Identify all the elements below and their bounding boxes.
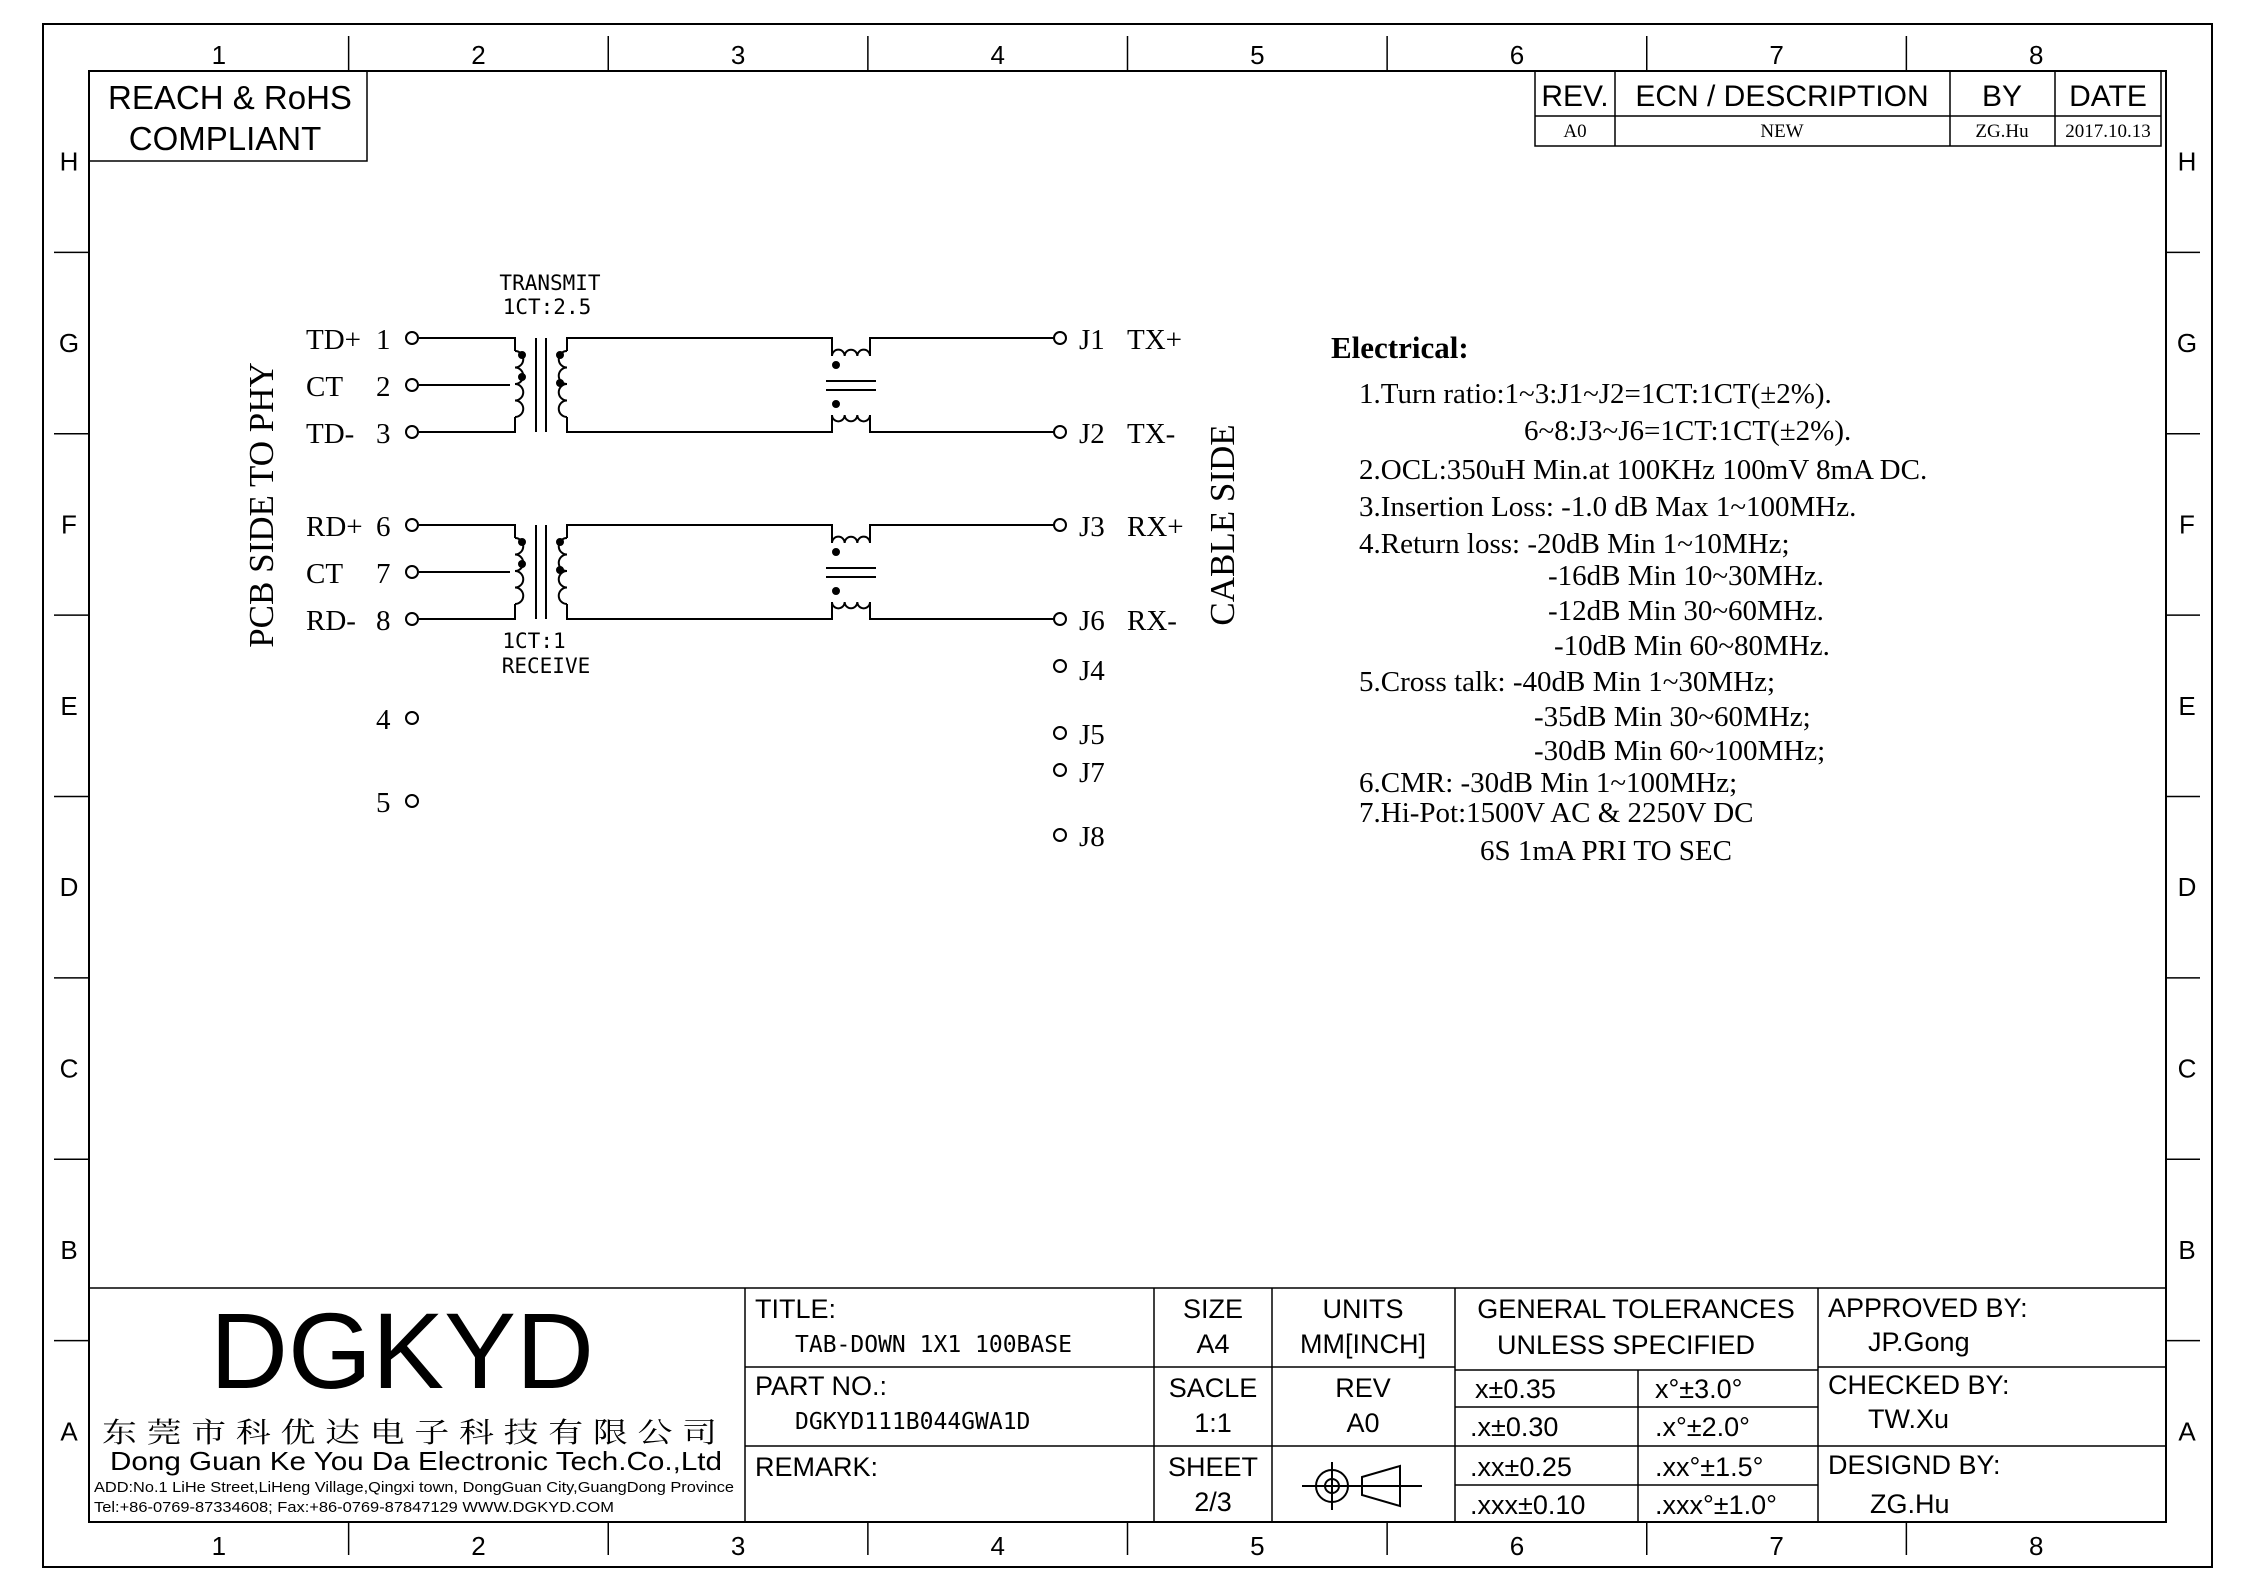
pin-number: 1 bbox=[376, 324, 391, 356]
row-marker: G bbox=[58, 328, 80, 359]
row-marker: C bbox=[59, 1053, 79, 1084]
polarity-dot bbox=[557, 352, 563, 358]
magnetics bbox=[515, 338, 876, 619]
spec-line: 6~8:J3~J6=1CT:1CT(±2%). bbox=[1524, 415, 1852, 447]
jack-pin-name: RX- bbox=[1127, 605, 1177, 637]
scale-value: 1:1 bbox=[1194, 1408, 1232, 1438]
company-address: ADD:No.1 LiHe Street,LiHeng Village,Qingxi town, DongGuan City,GuangDong Province bbox=[94, 1479, 734, 1496]
jack-pin-number: J2 bbox=[1079, 418, 1105, 450]
schematic bbox=[242, 271, 1242, 853]
jack-pin-number: J4 bbox=[1079, 655, 1105, 687]
column-marker: 6 bbox=[1509, 40, 1525, 70]
pin-name: TD- bbox=[306, 418, 355, 450]
receive-ratio: 1CT:1 bbox=[502, 629, 566, 653]
tolerance-linear: .x±0.30 bbox=[1470, 1412, 1559, 1442]
jack-pin-number: J7 bbox=[1079, 757, 1105, 789]
column-marker: 4 bbox=[990, 1531, 1005, 1561]
jack-pin-number: J6 bbox=[1079, 605, 1105, 637]
tolerance-linear: .xx±0.25 bbox=[1470, 1452, 1572, 1482]
pin-terminal bbox=[406, 379, 418, 391]
choke-winding bbox=[832, 415, 870, 421]
pin-name: RD+ bbox=[306, 511, 363, 543]
title-value: TAB-DOWN 1X1 100BASE bbox=[795, 1332, 1072, 1358]
pin-terminal bbox=[406, 613, 418, 625]
size-label: SIZE bbox=[1182, 1294, 1244, 1324]
spec-line: 6.CMR: -30dB Min 1~100MHz; bbox=[1359, 767, 1738, 799]
pin-name: CT bbox=[306, 371, 344, 403]
date-header: DATE bbox=[2069, 80, 2147, 113]
column-marker: 3 bbox=[730, 40, 746, 70]
polarity-dot bbox=[833, 401, 839, 407]
column-marker: 3 bbox=[730, 1531, 746, 1561]
row-marker: C bbox=[2177, 1053, 2197, 1084]
compliance-line2: COMPLIANT bbox=[128, 120, 322, 157]
pin-terminal bbox=[1054, 829, 1066, 841]
choke-winding bbox=[832, 537, 870, 543]
spec-line: 3.Insertion Loss: -1.0 dB Max 1~100MHz. bbox=[1359, 491, 1857, 523]
row-marker: B bbox=[60, 1234, 78, 1265]
column-marker: 6 bbox=[1509, 1531, 1525, 1561]
company-name-en: Dong Guan Ke You Da Electronic Tech.Co.,Ltd bbox=[110, 1446, 722, 1476]
polarity-dot bbox=[557, 380, 563, 386]
column-marker: 2 bbox=[471, 40, 486, 70]
row-marker: F bbox=[2179, 509, 2195, 540]
units-label: UNITS bbox=[1322, 1294, 1404, 1324]
rev-value: A0 bbox=[1563, 121, 1587, 142]
units-value: MM[INCH] bbox=[1300, 1329, 1426, 1359]
electrical-heading: Electrical: bbox=[1331, 330, 1469, 365]
rev-value-tb: A0 bbox=[1346, 1408, 1380, 1438]
column-marker: 4 bbox=[990, 40, 1005, 70]
part-no-label: PART NO.: bbox=[755, 1371, 888, 1401]
pin-name: TD+ bbox=[306, 324, 362, 356]
pin-number: 8 bbox=[376, 605, 391, 637]
pin-name: RD- bbox=[306, 605, 356, 637]
date-value: 2017.10.13 bbox=[2065, 121, 2151, 142]
receive-label: RECEIVE bbox=[501, 654, 591, 678]
pin-terminal bbox=[1054, 727, 1066, 739]
company-logo: DGKYD bbox=[209, 1290, 595, 1411]
jack-pin-name: TX+ bbox=[1127, 324, 1183, 356]
spec-line: -12dB Min 30~60MHz. bbox=[1548, 595, 1824, 627]
polarity-dot bbox=[833, 362, 839, 368]
choke-winding bbox=[832, 350, 870, 356]
jack-pin-name: TX- bbox=[1127, 418, 1176, 450]
scale-label: SACLE bbox=[1168, 1373, 1258, 1403]
row-marker: B bbox=[2178, 1234, 2196, 1265]
pin-terminal bbox=[406, 332, 418, 344]
row-marker: D bbox=[59, 872, 79, 903]
column-marker: 8 bbox=[2028, 1531, 2044, 1561]
pin-number: 7 bbox=[376, 558, 391, 590]
column-marker: 2 bbox=[471, 1531, 486, 1561]
spec-line: 5.Cross talk: -40dB Min 1~30MHz; bbox=[1359, 666, 1776, 698]
pin-terminal bbox=[1054, 660, 1066, 672]
tolerances-heading: GENERAL TOLERANCES bbox=[1477, 1294, 1795, 1324]
pin-number: 6 bbox=[376, 511, 391, 543]
designed-label: DESIGND BY: bbox=[1828, 1450, 2001, 1480]
jack-pin-number: J1 bbox=[1079, 324, 1105, 356]
pin-terminal bbox=[1054, 519, 1066, 531]
row-marker: E bbox=[2178, 690, 2196, 721]
projection-symbol bbox=[1302, 1462, 1422, 1510]
polarity-dot bbox=[833, 588, 839, 594]
tolerance-angular: .x°±2.0° bbox=[1655, 1412, 1750, 1442]
pin-terminal bbox=[406, 519, 418, 531]
compliance-line1: REACH & RoHS bbox=[108, 79, 352, 116]
pin-number: 5 bbox=[376, 787, 391, 819]
checked-value: TW.Xu bbox=[1868, 1404, 1950, 1434]
company-name-cn: 东 莞 市 科 优 达 电 子 科 技 有 限 公 司 bbox=[102, 1417, 717, 1448]
approved-value: JP.Gong bbox=[1868, 1327, 1970, 1357]
row-marker: E bbox=[60, 690, 78, 721]
electrical-spec bbox=[1331, 330, 1927, 867]
row-marker: H bbox=[2177, 146, 2197, 177]
spec-line: 1.Turn ratio:1~3:J1~J2=1CT:1CT(±2%). bbox=[1359, 378, 1832, 410]
pin-number: 2 bbox=[376, 371, 391, 403]
spec-line: -10dB Min 60~80MHz. bbox=[1554, 630, 1830, 662]
left-pins bbox=[306, 324, 391, 819]
pin-terminal bbox=[1054, 613, 1066, 625]
checked-label: CHECKED BY: bbox=[1828, 1370, 2010, 1400]
title-label: TITLE: bbox=[755, 1294, 837, 1324]
transmit-label: TRANSMIT bbox=[499, 271, 601, 295]
pin-terminal bbox=[1054, 332, 1066, 344]
tolerance-linear: .xxx±0.10 bbox=[1470, 1490, 1586, 1520]
by-value: ZG.Hu bbox=[1975, 121, 2029, 142]
row-marker: A bbox=[2178, 1416, 2196, 1447]
pin-name: CT bbox=[306, 558, 344, 590]
tolerance-angular: x°±3.0° bbox=[1655, 1374, 1743, 1404]
pin-number: 4 bbox=[376, 704, 391, 736]
pin-terminal bbox=[406, 566, 418, 578]
spec-line: 2.OCL:350uH Min.at 100KHz 100mV 8mA DC. bbox=[1359, 454, 1928, 486]
pin-terminal bbox=[1054, 426, 1066, 438]
pin-number: 3 bbox=[376, 418, 391, 450]
jack-pin-name: RX+ bbox=[1127, 511, 1184, 543]
by-header: BY bbox=[1981, 80, 2023, 113]
spec-line: 7.Hi-Pot:1500V AC & 2250V DC bbox=[1359, 797, 1754, 829]
size-value: A4 bbox=[1196, 1329, 1230, 1359]
pcb-side-label: PCB SIDE TO PHY bbox=[242, 362, 281, 648]
polarity-dot bbox=[519, 561, 525, 567]
transmit-ratio: 1CT:2.5 bbox=[502, 295, 592, 319]
winding bbox=[515, 351, 523, 417]
jack-pin-number: J8 bbox=[1079, 821, 1105, 853]
spec-line: -16dB Min 10~30MHz. bbox=[1548, 560, 1824, 592]
polarity-dot bbox=[519, 539, 525, 545]
polarity-dot bbox=[519, 352, 525, 358]
jack-pin-number: J3 bbox=[1079, 511, 1105, 543]
approved-label: APPROVED BY: bbox=[1828, 1293, 2028, 1323]
winding bbox=[515, 538, 523, 604]
company-contact: Tel:+86-0769-87334608; Fax:+86-0769-87847129 WWW.DGKYD.COM bbox=[94, 1499, 614, 1516]
column-marker: 7 bbox=[1769, 1531, 1784, 1561]
remark-label: REMARK: bbox=[755, 1452, 879, 1482]
pin-terminal bbox=[406, 795, 418, 807]
spec-line: -35dB Min 30~60MHz; bbox=[1534, 701, 1811, 733]
polarity-dot bbox=[833, 549, 839, 555]
compliance-box bbox=[89, 71, 367, 161]
right-pins bbox=[1079, 324, 1184, 853]
designed-value: ZG.Hu bbox=[1870, 1489, 1950, 1519]
rev-header: REV. bbox=[1541, 80, 1609, 113]
row-marker: H bbox=[59, 146, 79, 177]
column-marker: 1 bbox=[211, 1531, 227, 1561]
column-marker: 7 bbox=[1769, 40, 1784, 70]
row-marker: G bbox=[2176, 328, 2198, 359]
description-header: ECN / DESCRIPTION bbox=[1635, 80, 1929, 113]
column-marker: 5 bbox=[1250, 40, 1265, 70]
row-marker: A bbox=[60, 1416, 78, 1447]
pin-terminal bbox=[406, 426, 418, 438]
polarity-dot bbox=[519, 374, 525, 380]
spec-line: -30dB Min 60~100MHz; bbox=[1534, 735, 1826, 767]
cable-side-label: CABLE SIDE bbox=[1203, 424, 1242, 626]
sheet-label: SHEET bbox=[1167, 1452, 1259, 1482]
sheet-value: 2/3 bbox=[1194, 1487, 1232, 1517]
pin-terminal bbox=[406, 712, 418, 724]
polarity-dot bbox=[557, 567, 563, 573]
tolerance-angular: .xxx°±1.0° bbox=[1655, 1490, 1777, 1520]
column-marker: 1 bbox=[211, 40, 227, 70]
spec-line: 4.Return loss: -20dB Min 1~10MHz; bbox=[1359, 528, 1790, 560]
row-marker: F bbox=[61, 509, 77, 540]
column-marker: 8 bbox=[2028, 40, 2044, 70]
choke-winding bbox=[832, 602, 870, 608]
column-marker: 5 bbox=[1250, 1531, 1265, 1561]
spec-line: 6S 1mA PRI TO SEC bbox=[1480, 835, 1732, 867]
tolerance-angular: .xx°±1.5° bbox=[1655, 1452, 1764, 1482]
row-marker: D bbox=[2177, 872, 2197, 903]
tolerance-linear: x±0.35 bbox=[1475, 1374, 1556, 1404]
terminal-circles bbox=[406, 332, 1066, 841]
wiring bbox=[419, 338, 1055, 619]
description-value: NEW bbox=[1760, 121, 1804, 142]
pin-terminal bbox=[1054, 764, 1066, 776]
part-no-value: DGKYD111B044GWA1D bbox=[795, 1409, 1031, 1435]
revision-table bbox=[1535, 71, 2161, 146]
rev-label: REV bbox=[1335, 1373, 1391, 1403]
jack-pin-number: J5 bbox=[1079, 719, 1105, 751]
polarity-dot bbox=[557, 539, 563, 545]
tolerances-subheading: UNLESS SPECIFIED bbox=[1496, 1330, 1756, 1360]
